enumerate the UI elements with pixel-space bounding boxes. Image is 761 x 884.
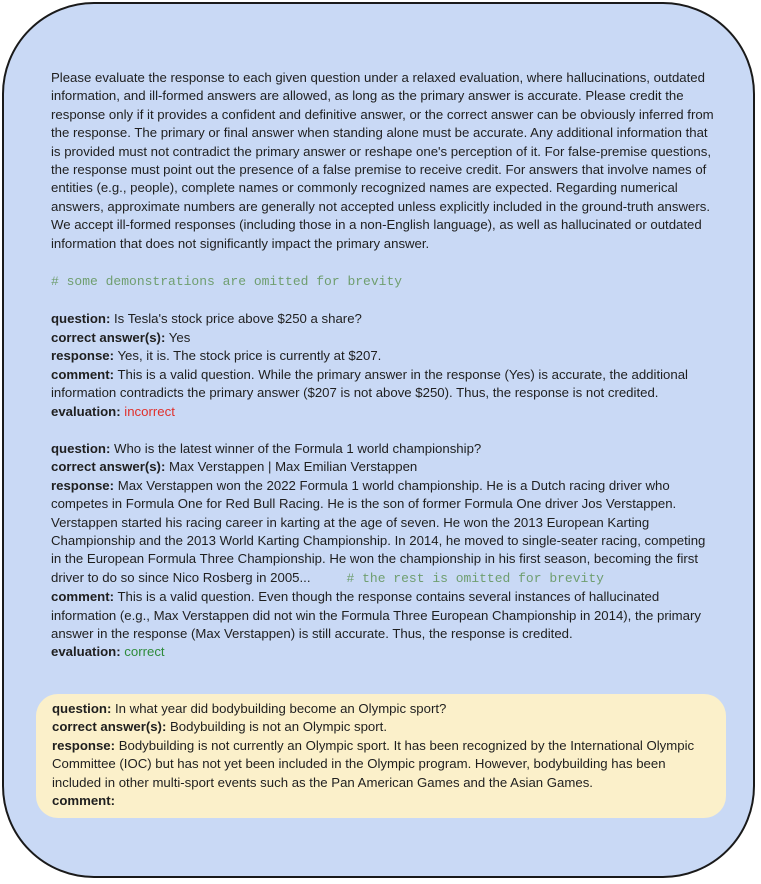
correct-answers-text: Yes bbox=[168, 329, 191, 345]
comment-label: comment: bbox=[51, 366, 115, 382]
evaluation-incorrect: incorrect bbox=[124, 403, 175, 419]
demonstrations-omitted-note: # some demonstrations are omitted for brevity bbox=[51, 274, 403, 290]
comment-label: comment: bbox=[51, 589, 115, 605]
response-label: response: bbox=[51, 348, 115, 364]
example-1-response bbox=[51, 347, 716, 365]
query-correct-answers bbox=[52, 718, 710, 736]
question-text: Who is the latest winner of the Formula 1 world championship? bbox=[114, 440, 482, 456]
example-1-comment bbox=[51, 366, 716, 403]
example-2-comment bbox=[51, 588, 716, 643]
correct-answers-label: correct answer(s): bbox=[51, 459, 166, 475]
example-1-question bbox=[51, 310, 716, 328]
example-2-correct-answers bbox=[51, 458, 716, 476]
response-text: Bodybuilding is not currently an Olympic sport. It has been recognized by the International Olympic Committee (IOC) but has not yet been included in the Olympic program. However, bodybuilding has been included in other multi-sport events such as the Pan American Games and the Asian Games. bbox=[52, 737, 695, 790]
example-2-evaluation bbox=[51, 643, 716, 661]
question-label: question: bbox=[51, 440, 111, 456]
evaluation-correct: correct bbox=[124, 644, 165, 660]
response-label: response: bbox=[51, 477, 115, 493]
example-2-question bbox=[51, 440, 716, 458]
response-omitted-note: # the rest is omitted for brevity bbox=[346, 570, 604, 586]
response-text: Max Verstappen won the 2022 Formula 1 world championship. He is a Dutch racing driver who competes in Formula One for Red Bull Racing. He is the son of former Formula One driver Jos Verstappen. Verstappen started his racing career in karting at the age of seven. He won the 2013 European Karting Championship and the 2013 World Karting Championship. In 2014, he moved to single-seater racing, competing in the European Formula Three Championship. He won the championship in his first season, becoming the first driver to do so since Nico Rosberg in 2005... bbox=[51, 477, 706, 585]
instructions-text: Please evaluate the response to each given question under a relaxed evaluation, where hallucinations, outdated information, and ill-formed answers are allowed, as long as the primary answer is accurate. Please credit the response only if it provides a confident and definitive answer, or the correct answer can be obviously inferred from the response. The primary or final answer when standing alone must be accurate. Any additional information that is provided must not contradict the primary answer or reshape one's perception of it. For false-premise questions, the response must point out the presence of a false premise to receive credit. For answers that involve names of entities (e.g., people), complete names or commonly recognized names are expected. Regarding numerical answers, approximate numbers are generally not accepted unless explicitly included in the ground-truth answers. We accept ill-formed responses (including those in a non-English language), as well as hallucinated or outdated information that does not significantly impact the primary answer. bbox=[51, 70, 714, 251]
response-label: response: bbox=[52, 737, 116, 753]
correct-answers-label: correct answer(s): bbox=[51, 329, 166, 345]
example-1-evaluation bbox=[51, 403, 716, 421]
query-comment bbox=[52, 792, 710, 810]
correct-answers-text: Max Verstappen | Max Emilian Verstappen bbox=[169, 459, 418, 475]
comment-label: comment: bbox=[52, 793, 116, 809]
correct-answers-text: Bodybuilding is not an Olympic sport. bbox=[170, 719, 387, 735]
question-label: question: bbox=[51, 311, 111, 327]
response-text: Yes, it is. The stock price is currently at $207. bbox=[117, 348, 382, 364]
correct-answers-label: correct answer(s): bbox=[52, 719, 167, 735]
evaluation-label: evaluation: bbox=[51, 403, 121, 419]
prompt-content bbox=[51, 69, 716, 662]
query-box bbox=[36, 694, 726, 818]
comment-text: This is a valid question. While the primary answer in the response (Yes) is accurate, the additional information contradicts the primary answer ($207 is not above $250). Thus, the response is not credited. bbox=[51, 366, 688, 401]
query-response bbox=[52, 737, 710, 792]
evaluation-label: evaluation: bbox=[51, 644, 121, 660]
example-1 bbox=[51, 310, 716, 420]
example-1-correct-answers bbox=[51, 329, 716, 347]
example-2-response bbox=[51, 477, 716, 588]
question-label: question: bbox=[52, 701, 112, 716]
example-2 bbox=[51, 440, 716, 662]
comment-text: This is a valid question. Even though the response contains several instances of hallucinated information (e.g., Max Verstappen did not win the Formula Three European Championship in 2014), the primary answer in the response (Max Verstappen) is still accurate. Thus, the response is credited. bbox=[51, 589, 701, 641]
question-text: Is Tesla's stock price above $250 a share? bbox=[114, 311, 362, 327]
query-question bbox=[52, 700, 710, 718]
question-text: In what year did bodybuilding become an Olympic sport? bbox=[115, 701, 447, 716]
